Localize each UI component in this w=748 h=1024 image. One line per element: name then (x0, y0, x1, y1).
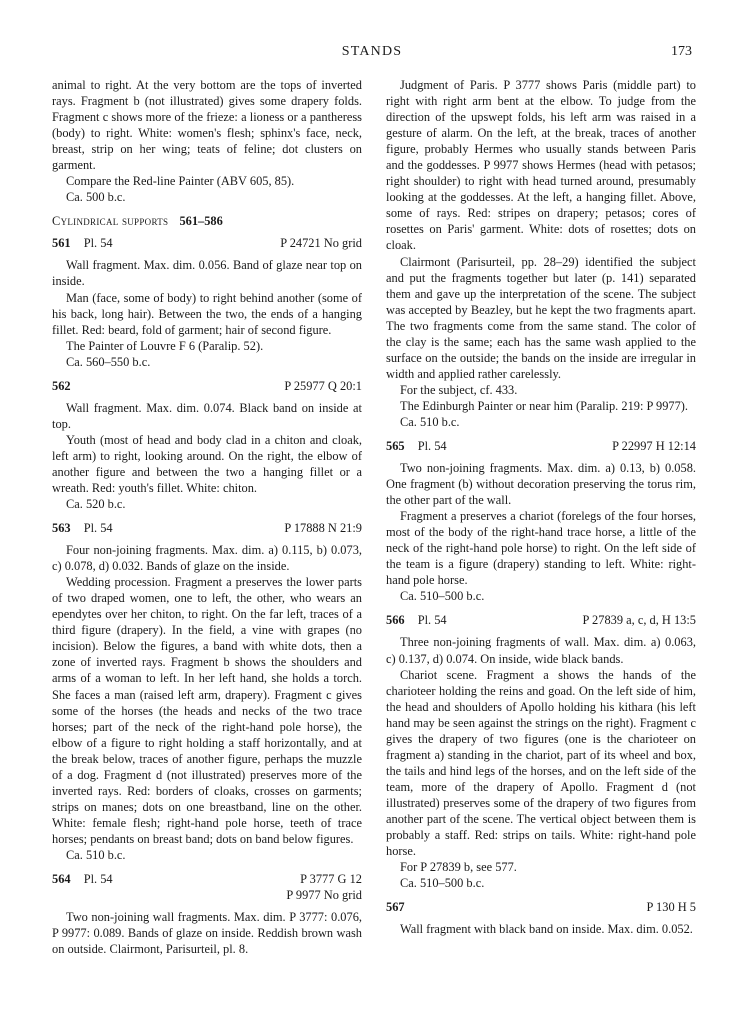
entry-paragraph: Two non-joining wall fragments. Max. dim. P 3777: 0.076, P 9977: 0.089. Bands of glaze on inside. Reddish brown wash on outside. Clairmont, Parisurteil, pl. 8. (52, 910, 362, 957)
plate-ref: Pl. 54 (83, 872, 113, 887)
left-column (52, 77, 362, 957)
entry-paragraph: Four non-joining fragments. Max. dim. a) 0.115, b) 0.073, c) 0.078, d) 0.032. Bands of glaze on the inside. (52, 543, 362, 574)
entry-number: 561 (52, 236, 71, 251)
entry-heading-562 (52, 378, 362, 394)
entry-paragraph: Two non-joining fragments. Max. dim. a) 0.13, b) 0.058. One fragment (b) without decoration preserving the torus rim, the other part of the wall. (386, 461, 696, 508)
inventory-ref: P 24721 No grid (280, 236, 362, 251)
intro-paragraph: animal to right. At the very bottom are the tops of inverted rays. Fragment b (not illustrated) gives some drapery folds. Fragment c shows more of the frieze: a lioness or a pantheress (body) to right. White: women's flesh; sphinx's face, neck, breast, strip on her wing; teats of feline; dot clusters on garment. (52, 78, 362, 173)
plate-ref: Pl. 54 (83, 236, 113, 251)
entry-paragraph: Clairmont (Parisurteil, pp. 28–29) identified the subject and put the fragments together but later (p. 141) separated them and gave up the interpretation of the scene. The subject was accepted by Beazley, but he kept the two fragments apart. The two fragments come from the same stand. The color of the clay is the same; each has the same wash applied to the surface on the outside; the bands on the inside are irregular in width and applied rather carelessly. (386, 254, 696, 381)
entry-paragraph: Chariot scene. Fragment a shows the hands of the charioteer holding the reins and goad. On the left side of him, the head and shoulders of Apollo holding his kithara (his left hand may be seen against the strings on the right). Fragment c gives the drapery of two figures (one is the charioteer on fragment a) standing in the chariot, part of its wheel and box, the tails and hind legs of the horses, and on the left side of the team, more of the drapery of Apollo. Fragment d (not illustrated) preserves some of the drapery of two figures from another part of the scene. The vertical object between them is probably a staff. Red: strips on tails. White: right-hand pole horse. (386, 667, 696, 859)
entry-paragraph: Wall fragment. Max. dim. 0.074. Black band on inside at top. (52, 400, 362, 431)
compare-line: Compare the Red-line Painter (ABV 605, 85). (66, 174, 295, 189)
running-header (52, 44, 692, 64)
inventory-ref: P 22997 H 12:14 (612, 439, 696, 454)
section-range: 561–586 (179, 214, 223, 229)
inventory-ref: P 3777 G 12 (300, 872, 362, 887)
inventory-ref: P 130 H 5 (646, 900, 696, 915)
entry-paragraph: Man (face, some of body) to right behind another (some of his back, long hair). Between the two, the ends of a hanging fillet. Red: beard, fold of garment; hair of second figure. (52, 290, 362, 337)
inventory-ref-second: P 9977 No grid (286, 888, 362, 903)
entry-number: 565 (386, 439, 405, 454)
entry-heading-564 (52, 871, 362, 903)
entry-heading-565 (386, 438, 696, 454)
entry-number: 567 (386, 900, 405, 915)
entry-paragraph: Three non-joining fragments of wall. Max. dim. a) 0.063, c) 0.137, d) 0.074. On inside, wide black bands. (386, 635, 696, 666)
entry-heading-563 (52, 520, 362, 536)
plate-ref: Pl. 54 (417, 439, 447, 454)
entry-paragraph: For P 27839 b, see 577. (400, 860, 517, 875)
entry-number: 566 (386, 613, 405, 628)
plate-ref: Pl. 54 (417, 613, 447, 628)
inventory-ref: P 25977 Q 20:1 (284, 378, 362, 393)
entry-number: 564 (52, 872, 71, 887)
entry-paragraph: Fragment a preserves a chariot (forelegs of the four horses, most of the body of the right-hand trace horse, a little of the neck of the right-hand pole horse) to right. On the left side of the team is a figure (drapery) standing to left. White: right-hand pole horse. (386, 509, 696, 588)
section-heading (52, 213, 362, 229)
entry-number: 563 (52, 521, 71, 536)
date-line: Ca. 510–500 b.c. (400, 876, 485, 891)
date-line: Ca. 510 b.c. (66, 847, 126, 862)
plate-ref: Pl. 54 (83, 521, 113, 536)
date-line: Ca. 500 b.c. (66, 190, 126, 205)
entry-heading-566 (386, 612, 696, 628)
running-title: STANDS (341, 44, 403, 59)
right-column (386, 77, 696, 937)
entry-number: 562 (52, 378, 71, 393)
entry-paragraph: Wedding procession. Fragment a preserves the lower parts of two draped women, one to left, the other, who wears an ependytes over her chiton, to right. On the far left, traces of a third figure (drapery). In the field, a vine with grapes (no incision). Below the figures, a band with white dots, then a zone of inverted rays. Fragment b shows the shoulders and arms of a woman to left. In her left hand, she holds a torch. She faces a man (raised left arm, drapery). Fragment c gives some of the horses (the heads and necks of the two trace horses; part of the neck of the right-hand pole horse), the elbow of a figure to right holding a staff horizontally, and at the break below, traces of another figure, perhaps the muzzle of a dog. Fragment d (not illustrated) preserves more of the inverted rays. Red: borders of cloaks, crosses on garments; strips on manes; dots on one breastband, line on the other. White: female flesh; right-hand pole horse, teeth of trace horses; pendants on breast band; dots on band below figures. (52, 575, 362, 846)
section-label: Cylindrical supports (52, 214, 169, 229)
entry-paragraph: Youth (most of head and body clad in a chiton and cloak, left arm) to right, looking around. On the right, the elbow of another figure and between the two a hanging fillet or a wreath. Red: youth's fillet. White: chiton. (52, 432, 362, 495)
date-line: Ca. 560–550 b.c. (66, 354, 151, 369)
page-number: 173 (671, 44, 692, 59)
entry-paragraph: Wall fragment. Max. dim. 0.056. Band of glaze near top on inside. (52, 258, 362, 289)
date-line: Ca. 520 b.c. (66, 497, 126, 512)
date-line: Ca. 510 b.c. (400, 414, 460, 429)
entry-paragraph: For the subject, cf. 433. (400, 382, 518, 397)
entry-paragraph: Wall fragment with black band on inside. Max. dim. 0.052. (400, 922, 693, 937)
entry-paragraph: The Edinburgh Painter or near him (Paralip. 219: P 9977). (400, 398, 689, 413)
entry-paragraph: The Painter of Louvre F 6 (Paralip. 52). (66, 338, 264, 353)
inventory-ref: P 17888 N 21:9 (284, 521, 362, 536)
entry-heading-567 (386, 899, 696, 915)
entry-paragraph: Judgment of Paris. P 3777 shows Paris (middle part) to right with right arm bent at the elbow. To judge from the direction of the upswept folds, his left arm was raised in a gesture of alarm. On the left, at the break, traces of another figure, probably Hermes who usually stands between Paris and the goddesses. P 9977 shows Hermes (head with petasos; right shoulder) to right with head turned around, presumably looking at the goddesses. At the left, a hanging fillet. Above, some of rays. Red: stripes on drapery; petasos; cores of rosettes on Paris' garment. White: dots of rosettes; dots on cloak. (386, 78, 696, 253)
entry-heading-561 (52, 235, 362, 251)
inventory-ref: P 27839 a, c, d, H 13:5 (582, 613, 696, 628)
date-line: Ca. 510–500 b.c. (400, 589, 485, 604)
